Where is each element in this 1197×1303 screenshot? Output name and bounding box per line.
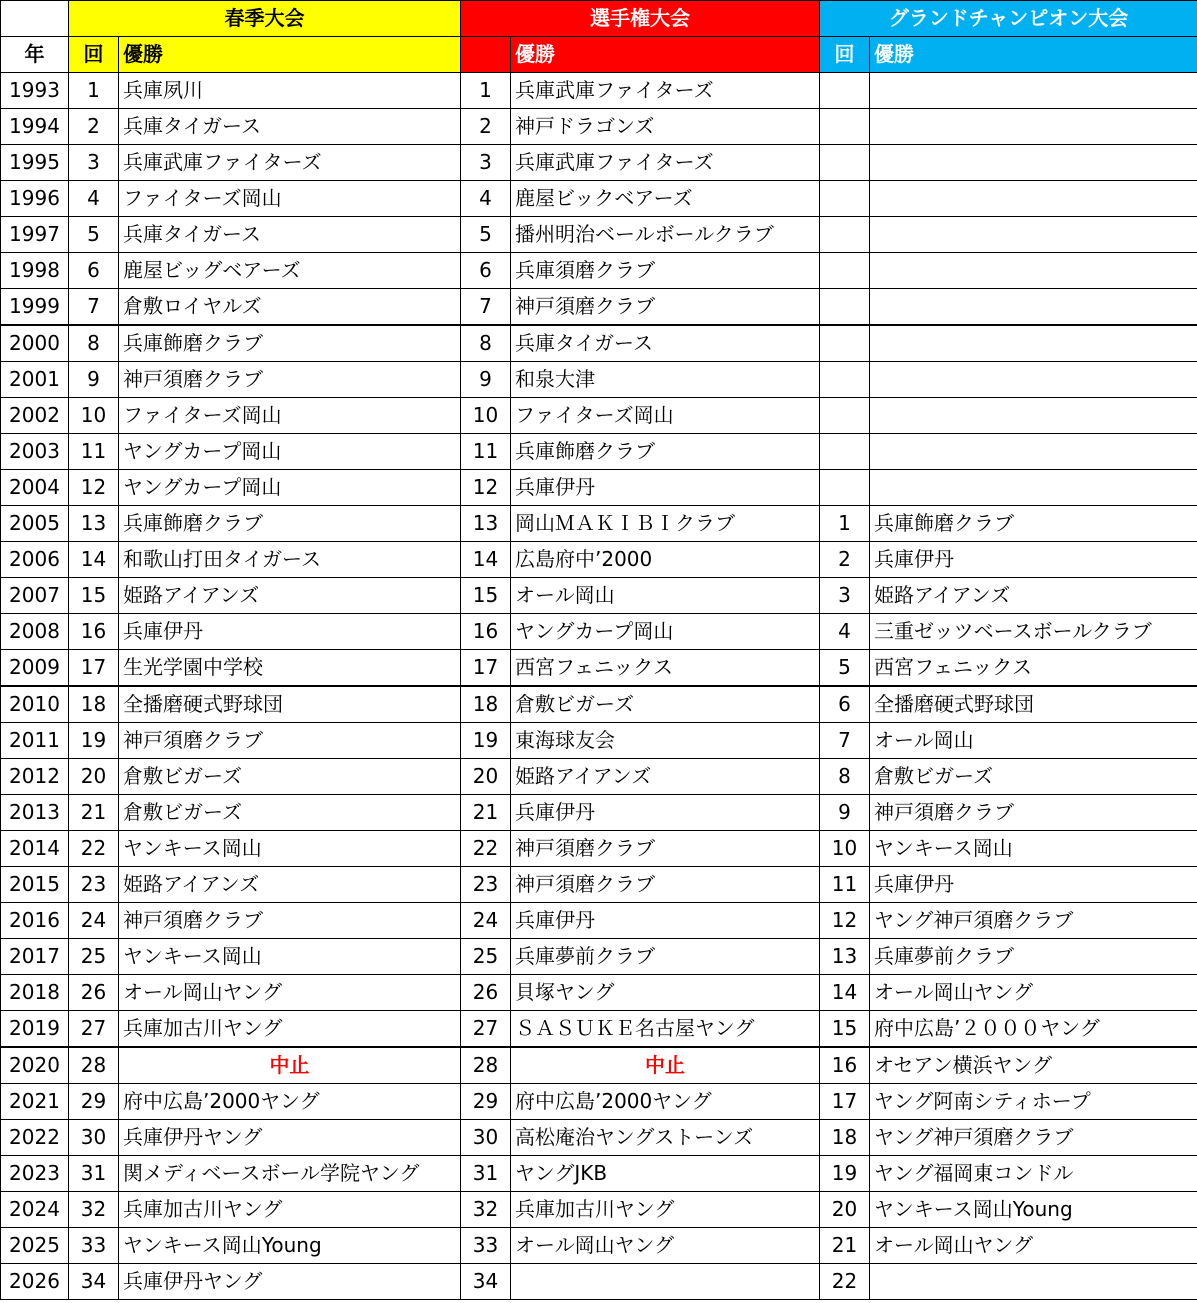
grand-winner-cell	[870, 325, 1197, 362]
grand-round-cell: 12	[820, 903, 870, 939]
spring-round-cell: 25	[69, 939, 119, 975]
table-row	[1, 903, 1197, 939]
championship-round-cell: 12	[461, 470, 511, 506]
spring-round-cell: 27	[69, 1011, 119, 1048]
grand-round-cell: 8	[820, 759, 870, 795]
championship-round-cell: 24	[461, 903, 511, 939]
grand-winner-cell: ヤング神戸須磨クラブ	[870, 1120, 1197, 1156]
championship-winner-cell	[511, 1264, 820, 1300]
championship-winner-cell: 兵庫伊丹	[511, 470, 820, 506]
championship-round-cell: 9	[461, 362, 511, 398]
championship-winner-cell: 中止	[511, 1047, 820, 1084]
grand-round-cell: 9	[820, 795, 870, 831]
grand-round-cell	[820, 362, 870, 398]
spring-round-cell: 5	[69, 217, 119, 253]
year-cell: 2011	[1, 723, 69, 759]
grand-winner-cell: 三重ゼッツベースボールクラブ	[870, 614, 1197, 650]
spring-winner-cell: 倉敷ビガーズ	[119, 795, 461, 831]
grand-winner-cell: 兵庫飾磨クラブ	[870, 506, 1197, 542]
championship-round-cell: 11	[461, 434, 511, 470]
year-cell: 2010	[1, 686, 69, 723]
table-row	[1, 542, 1197, 578]
grand-winner-cell	[870, 362, 1197, 398]
header-championship-winner: 優勝	[511, 37, 820, 73]
championship-winner-cell: 広島府中’2000	[511, 542, 820, 578]
grand-winner-cell	[870, 470, 1197, 506]
championship-round-cell: 27	[461, 1011, 511, 1048]
grand-round-cell: 17	[820, 1084, 870, 1120]
header-grand-round: 回	[820, 37, 870, 73]
spring-winner-cell: ヤングカープ岡山	[119, 470, 461, 506]
year-cell: 2024	[1, 1192, 69, 1228]
spring-winner-cell: 姫路アイアンズ	[119, 867, 461, 903]
championship-winner-cell: オール岡山	[511, 578, 820, 614]
spring-round-cell: 23	[69, 867, 119, 903]
spring-winner-cell: オール岡山ヤング	[119, 975, 461, 1011]
header-year: 年	[1, 37, 69, 73]
spring-winner-cell: 倉敷ビガーズ	[119, 759, 461, 795]
grand-round-cell	[820, 73, 870, 109]
grand-winner-cell: 全播磨硬式野球団	[870, 686, 1197, 723]
grand-round-cell	[820, 325, 870, 362]
grand-round-cell: 14	[820, 975, 870, 1011]
year-cell: 2016	[1, 903, 69, 939]
year-cell: 2017	[1, 939, 69, 975]
grand-winner-cell: ヤンキース岡山Young	[870, 1192, 1197, 1228]
spring-round-cell: 2	[69, 109, 119, 145]
spring-round-cell: 16	[69, 614, 119, 650]
year-cell: 2020	[1, 1047, 69, 1084]
championship-winner-cell: 高松庵治ヤングストーンズ	[511, 1120, 820, 1156]
championship-round-cell: 21	[461, 795, 511, 831]
grand-winner-cell: オール岡山	[870, 723, 1197, 759]
championship-winner-cell: 兵庫須磨クラブ	[511, 253, 820, 289]
grand-winner-cell: ヤンキース岡山	[870, 831, 1197, 867]
grand-winner-cell: オセアン横浜ヤング	[870, 1047, 1197, 1084]
spring-winner-cell: 府中広島’2000ヤング	[119, 1084, 461, 1120]
table-row	[1, 1192, 1197, 1228]
championship-winner-cell: 兵庫夢前クラブ	[511, 939, 820, 975]
spring-winner-cell: ヤンキース岡山	[119, 831, 461, 867]
table-row	[1, 181, 1197, 217]
championship-winner-cell: 神戸須磨クラブ	[511, 831, 820, 867]
section-grand-champion: グランドチャンピオン大会	[820, 1, 1197, 37]
championship-round-cell: 4	[461, 181, 511, 217]
grand-round-cell	[820, 145, 870, 181]
spring-round-cell: 24	[69, 903, 119, 939]
grand-round-cell: 15	[820, 1011, 870, 1048]
championship-round-cell: 14	[461, 542, 511, 578]
spring-winner-cell: 神戸須磨クラブ	[119, 723, 461, 759]
spring-round-cell: 30	[69, 1120, 119, 1156]
championship-round-cell: 7	[461, 289, 511, 326]
section-header-row	[1, 1, 1197, 37]
spring-winner-cell: 鹿屋ビッグベアーズ	[119, 253, 461, 289]
championship-round-cell: 22	[461, 831, 511, 867]
grand-winner-cell: オール岡山ヤング	[870, 1228, 1197, 1264]
year-cell: 1995	[1, 145, 69, 181]
year-cell: 2002	[1, 398, 69, 434]
championship-winner-cell: ヤングJKB	[511, 1156, 820, 1192]
corner-cell	[1, 1, 69, 37]
grand-round-cell	[820, 398, 870, 434]
grand-round-cell: 10	[820, 831, 870, 867]
year-cell: 2000	[1, 325, 69, 362]
championship-winner-cell: 岡山ＭＡＫＩＢＩクラブ	[511, 506, 820, 542]
championship-round-cell: 2	[461, 109, 511, 145]
championship-winner-cell: 兵庫武庫ファイターズ	[511, 145, 820, 181]
grand-round-cell	[820, 253, 870, 289]
spring-round-cell: 12	[69, 470, 119, 506]
grand-round-cell: 2	[820, 542, 870, 578]
spring-round-cell: 34	[69, 1264, 119, 1300]
table-row	[1, 867, 1197, 903]
year-cell: 2012	[1, 759, 69, 795]
grand-winner-cell: 府中広島’２０００ヤング	[870, 1011, 1197, 1048]
spring-winner-cell: 姫路アイアンズ	[119, 578, 461, 614]
year-cell: 2015	[1, 867, 69, 903]
spring-round-cell: 3	[69, 145, 119, 181]
spring-round-cell: 15	[69, 578, 119, 614]
year-cell: 2013	[1, 795, 69, 831]
spring-winner-cell: ファイターズ岡山	[119, 398, 461, 434]
table-row	[1, 362, 1197, 398]
table-row	[1, 398, 1197, 434]
championship-winner-cell: 神戸須磨クラブ	[511, 289, 820, 326]
table-row	[1, 1120, 1197, 1156]
championship-winner-cell: 兵庫飾磨クラブ	[511, 434, 820, 470]
spring-round-cell: 33	[69, 1228, 119, 1264]
grand-winner-cell	[870, 145, 1197, 181]
spring-round-cell: 4	[69, 181, 119, 217]
grand-winner-cell	[870, 73, 1197, 109]
spring-winner-cell: 兵庫伊丹ヤング	[119, 1264, 461, 1300]
championship-winner-cell: 播州明治ベールボールクラブ	[511, 217, 820, 253]
table-row	[1, 1047, 1197, 1084]
championship-round-cell: 15	[461, 578, 511, 614]
year-cell: 2025	[1, 1228, 69, 1264]
spring-winner-cell: 兵庫武庫ファイターズ	[119, 145, 461, 181]
grand-winner-cell: 神戸須磨クラブ	[870, 795, 1197, 831]
table-row	[1, 795, 1197, 831]
spring-winner-cell: 和歌山打田タイガース	[119, 542, 461, 578]
championship-winner-cell: 貝塚ヤング	[511, 975, 820, 1011]
table-row	[1, 614, 1197, 650]
year-cell: 1993	[1, 73, 69, 109]
year-cell: 2001	[1, 362, 69, 398]
table-row	[1, 1011, 1197, 1048]
championship-round-cell: 18	[461, 686, 511, 723]
grand-winner-cell	[870, 181, 1197, 217]
table-body	[1, 73, 1197, 1300]
championship-round-cell: 10	[461, 398, 511, 434]
spring-round-cell: 13	[69, 506, 119, 542]
header-championship-round	[461, 37, 511, 73]
table-row	[1, 253, 1197, 289]
year-cell: 2006	[1, 542, 69, 578]
spring-round-cell: 6	[69, 253, 119, 289]
grand-round-cell	[820, 181, 870, 217]
year-cell: 2023	[1, 1156, 69, 1192]
grand-winner-cell	[870, 217, 1197, 253]
table-row	[1, 578, 1197, 614]
year-cell: 2022	[1, 1120, 69, 1156]
spring-winner-cell: ヤングカープ岡山	[119, 434, 461, 470]
spring-winner-cell: ヤンキース岡山Young	[119, 1228, 461, 1264]
table-row	[1, 506, 1197, 542]
grand-round-cell	[820, 109, 870, 145]
spring-winner-cell: ヤンキース岡山	[119, 939, 461, 975]
championship-round-cell: 32	[461, 1192, 511, 1228]
championship-winner-cell: 府中広島’2000ヤング	[511, 1084, 820, 1120]
championship-winner-cell: 和泉大津	[511, 362, 820, 398]
section-spring: 春季大会	[69, 1, 461, 37]
section-championship: 選手権大会	[461, 1, 820, 37]
spring-winner-cell: 全播磨硬式野球団	[119, 686, 461, 723]
spring-winner-cell: 兵庫加古川ヤング	[119, 1011, 461, 1048]
year-cell: 1997	[1, 217, 69, 253]
grand-winner-cell: 兵庫伊丹	[870, 867, 1197, 903]
grand-winner-cell: 姫路アイアンズ	[870, 578, 1197, 614]
year-cell: 2021	[1, 1084, 69, 1120]
championship-round-cell: 5	[461, 217, 511, 253]
grand-winner-cell: 倉敷ビガーズ	[870, 759, 1197, 795]
spring-round-cell: 18	[69, 686, 119, 723]
table-row	[1, 759, 1197, 795]
grand-winner-cell	[870, 289, 1197, 326]
spring-winner-cell: 兵庫飾磨クラブ	[119, 506, 461, 542]
grand-round-cell: 11	[820, 867, 870, 903]
championship-winner-cell: 神戸ドラゴンズ	[511, 109, 820, 145]
table-row	[1, 325, 1197, 362]
championship-round-cell: 6	[461, 253, 511, 289]
grand-round-cell: 1	[820, 506, 870, 542]
grand-winner-cell	[870, 434, 1197, 470]
year-cell: 2009	[1, 650, 69, 687]
spring-winner-cell: 兵庫タイガース	[119, 109, 461, 145]
championship-winner-cell: 神戸須磨クラブ	[511, 867, 820, 903]
grand-winner-cell: ヤング神戸須磨クラブ	[870, 903, 1197, 939]
grand-round-cell	[820, 434, 870, 470]
table-row	[1, 1084, 1197, 1120]
year-cell: 1998	[1, 253, 69, 289]
year-cell: 2019	[1, 1011, 69, 1048]
championship-round-cell: 33	[461, 1228, 511, 1264]
grand-round-cell: 4	[820, 614, 870, 650]
spring-round-cell: 29	[69, 1084, 119, 1120]
spring-winner-cell: 神戸須磨クラブ	[119, 362, 461, 398]
championship-winner-cell: 兵庫伊丹	[511, 795, 820, 831]
table-row	[1, 831, 1197, 867]
table-row	[1, 470, 1197, 506]
grand-winner-cell	[870, 109, 1197, 145]
championship-round-cell: 25	[461, 939, 511, 975]
spring-winner-cell: 兵庫夙川	[119, 73, 461, 109]
grand-winner-cell: 兵庫伊丹	[870, 542, 1197, 578]
grand-round-cell: 16	[820, 1047, 870, 1084]
championship-round-cell: 13	[461, 506, 511, 542]
championship-winner-cell: 鹿屋ビックベアーズ	[511, 181, 820, 217]
championship-round-cell: 30	[461, 1120, 511, 1156]
spring-round-cell: 14	[69, 542, 119, 578]
spring-winner-cell: 生光学園中学校	[119, 650, 461, 687]
spring-winner-cell: 兵庫加古川ヤング	[119, 1192, 461, 1228]
spring-round-cell: 19	[69, 723, 119, 759]
championship-round-cell: 29	[461, 1084, 511, 1120]
championship-winner-cell: ヤングカープ岡山	[511, 614, 820, 650]
spring-round-cell: 22	[69, 831, 119, 867]
grand-winner-cell: ヤング阿南シティホープ	[870, 1084, 1197, 1120]
championship-winner-cell: ファイターズ岡山	[511, 398, 820, 434]
year-cell: 2007	[1, 578, 69, 614]
grand-round-cell: 20	[820, 1192, 870, 1228]
table-row	[1, 1156, 1197, 1192]
table-row	[1, 650, 1197, 687]
table-row	[1, 434, 1197, 470]
championship-winner-cell: 兵庫加古川ヤング	[511, 1192, 820, 1228]
grand-winner-cell	[870, 253, 1197, 289]
year-cell: 1996	[1, 181, 69, 217]
year-cell: 2026	[1, 1264, 69, 1300]
spring-winner-cell: ファイターズ岡山	[119, 181, 461, 217]
championship-round-cell: 20	[461, 759, 511, 795]
grand-winner-cell: ヤング福岡東コンドル	[870, 1156, 1197, 1192]
grand-winner-cell	[870, 398, 1197, 434]
grand-round-cell: 22	[820, 1264, 870, 1300]
championship-winner-cell: 西宮フェニックス	[511, 650, 820, 687]
year-cell: 1994	[1, 109, 69, 145]
championship-round-cell: 28	[461, 1047, 511, 1084]
championship-winner-cell: 倉敷ビガーズ	[511, 686, 820, 723]
spring-winner-cell: 兵庫タイガース	[119, 217, 461, 253]
grand-round-cell: 18	[820, 1120, 870, 1156]
championship-round-cell: 3	[461, 145, 511, 181]
header-spring-round: 回	[69, 37, 119, 73]
table-row	[1, 975, 1197, 1011]
grand-round-cell: 21	[820, 1228, 870, 1264]
spring-round-cell: 20	[69, 759, 119, 795]
spring-round-cell: 10	[69, 398, 119, 434]
header-spring-winner: 優勝	[119, 37, 461, 73]
column-header-row	[1, 37, 1197, 73]
grand-winner-cell: 西宮フェニックス	[870, 650, 1197, 687]
grand-round-cell: 5	[820, 650, 870, 687]
grand-round-cell	[820, 289, 870, 326]
spring-round-cell: 26	[69, 975, 119, 1011]
table-row	[1, 939, 1197, 975]
spring-winner-cell: 倉敷ロイヤルズ	[119, 289, 461, 326]
table-row	[1, 289, 1197, 326]
grand-round-cell: 19	[820, 1156, 870, 1192]
championship-winner-cell: 東海球友会	[511, 723, 820, 759]
year-cell: 2008	[1, 614, 69, 650]
spring-winner-cell: 兵庫伊丹ヤング	[119, 1120, 461, 1156]
spring-round-cell: 7	[69, 289, 119, 326]
year-cell: 2003	[1, 434, 69, 470]
championship-round-cell: 1	[461, 73, 511, 109]
championship-round-cell: 26	[461, 975, 511, 1011]
table-row	[1, 686, 1197, 723]
championship-round-cell: 31	[461, 1156, 511, 1192]
spring-winner-cell: 中止	[119, 1047, 461, 1084]
championship-round-cell: 8	[461, 325, 511, 362]
header-grand-winner: 優勝	[870, 37, 1197, 73]
year-cell: 2014	[1, 831, 69, 867]
spring-round-cell: 9	[69, 362, 119, 398]
championship-winner-cell: ＳＡＳＵＫＥ名古屋ヤング	[511, 1011, 820, 1048]
year-cell: 2004	[1, 470, 69, 506]
championship-winner-cell: オール岡山ヤング	[511, 1228, 820, 1264]
spring-round-cell: 31	[69, 1156, 119, 1192]
table-row	[1, 1264, 1197, 1300]
spring-round-cell: 28	[69, 1047, 119, 1084]
year-cell: 1999	[1, 289, 69, 326]
table-row	[1, 723, 1197, 759]
championship-round-cell: 17	[461, 650, 511, 687]
spring-winner-cell: 関メディベースボール学院ヤング	[119, 1156, 461, 1192]
championship-round-cell: 16	[461, 614, 511, 650]
grand-round-cell: 3	[820, 578, 870, 614]
championship-round-cell: 23	[461, 867, 511, 903]
grand-round-cell: 6	[820, 686, 870, 723]
spring-round-cell: 1	[69, 73, 119, 109]
spring-round-cell: 32	[69, 1192, 119, 1228]
spring-round-cell: 21	[69, 795, 119, 831]
grand-round-cell: 13	[820, 939, 870, 975]
spring-winner-cell: 神戸須磨クラブ	[119, 903, 461, 939]
grand-round-cell	[820, 470, 870, 506]
spring-round-cell: 11	[69, 434, 119, 470]
championship-winner-cell: 兵庫武庫ファイターズ	[511, 73, 820, 109]
grand-round-cell	[820, 217, 870, 253]
table-row	[1, 1228, 1197, 1264]
table-row	[1, 145, 1197, 181]
spring-winner-cell: 兵庫伊丹	[119, 614, 461, 650]
championship-winner-cell: 兵庫伊丹	[511, 903, 820, 939]
grand-winner-cell: 兵庫夢前クラブ	[870, 939, 1197, 975]
table-row	[1, 73, 1197, 109]
year-cell: 2018	[1, 975, 69, 1011]
grand-winner-cell	[870, 1264, 1197, 1300]
grand-round-cell: 7	[820, 723, 870, 759]
spring-round-cell: 8	[69, 325, 119, 362]
spring-round-cell: 17	[69, 650, 119, 687]
table-row	[1, 109, 1197, 145]
year-cell: 2005	[1, 506, 69, 542]
championship-round-cell: 19	[461, 723, 511, 759]
table-row	[1, 217, 1197, 253]
grand-winner-cell: オール岡山ヤング	[870, 975, 1197, 1011]
championship-round-cell: 34	[461, 1264, 511, 1300]
spring-winner-cell: 兵庫飾磨クラブ	[119, 325, 461, 362]
championship-winner-cell: 兵庫タイガース	[511, 325, 820, 362]
championship-winner-cell: 姫路アイアンズ	[511, 759, 820, 795]
